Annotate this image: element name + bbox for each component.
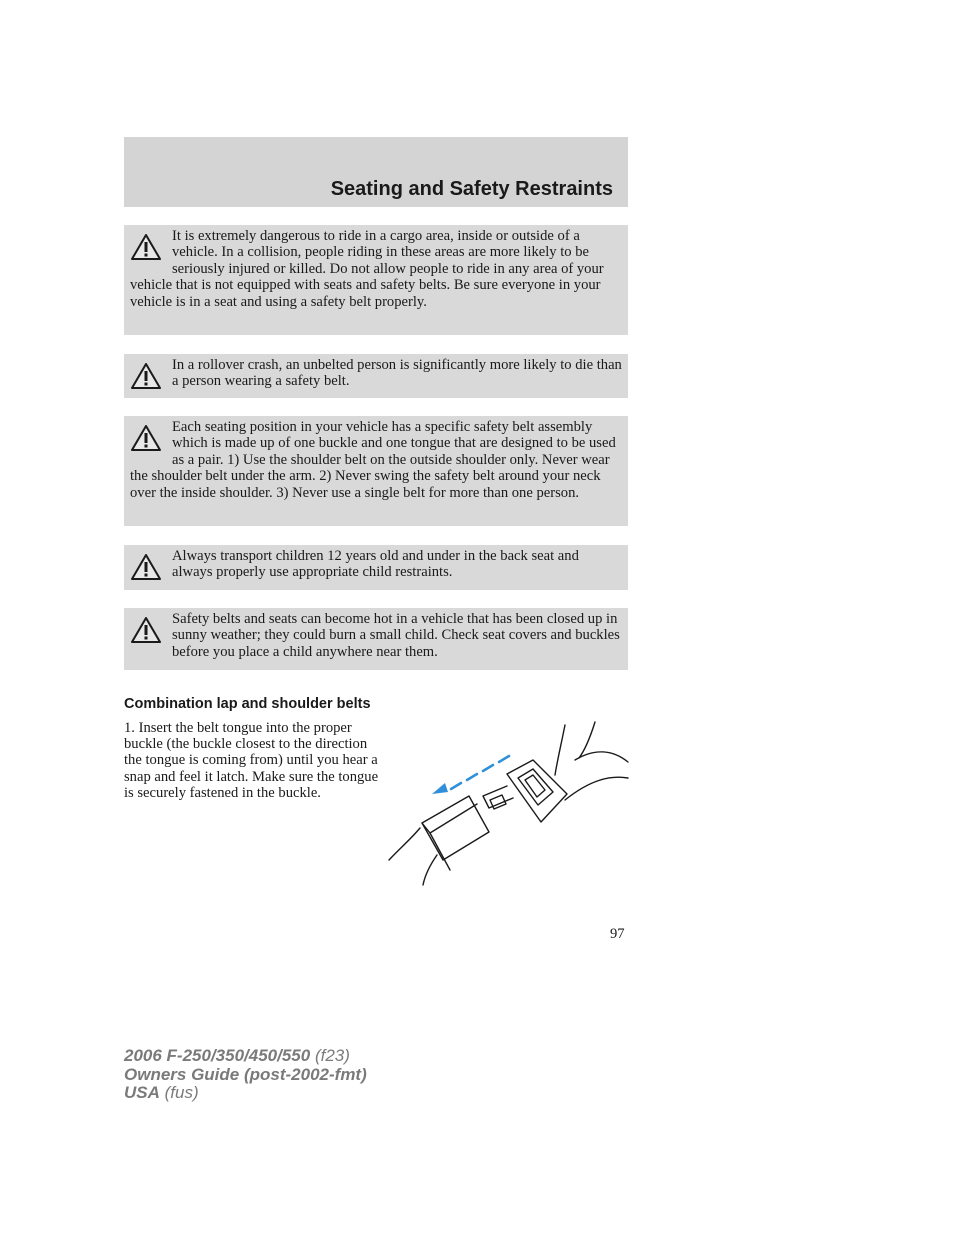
- document-footer: [124, 1047, 367, 1103]
- footer-line-3: USA (fus): [124, 1083, 199, 1102]
- warning-text: Each seating position in your vehicle has a specific safety belt assembly which is made up of one buckle and one tongue that are designed to be used as a pair. 1) Use the shoulder belt on the outside shoulder only. Never wear the shoulder belt under the arm. 2) Never swing the safety belt around your neck over the inside shoulder. 3) Never use a single belt for more than one person.: [130, 419, 616, 501]
- warning-triangle-icon: [130, 233, 162, 261]
- page-title: Seating and Safety Restraints: [330, 178, 613, 200]
- warning-box-seating-position: [124, 416, 628, 526]
- warning-text: In a rollover crash, an unbelted person is significantly more likely to die than a person wearing a safety belt.: [172, 357, 622, 390]
- warning-text: Safety belts and seats can become hot in a vehicle that has been closed up in sunny weather; they could burn a small child. Check seat covers and buckles before you place a child anywhere near them.: [172, 611, 620, 660]
- warning-triangle-icon: [130, 553, 162, 581]
- warning-box-children: [124, 545, 628, 590]
- section-heading: Combination lap and shoulder belts: [124, 696, 371, 712]
- section-header-band: [124, 137, 628, 207]
- warning-box-hot-seats: [124, 608, 628, 670]
- warning-triangle-icon: [130, 362, 162, 390]
- warning-box-rollover: [124, 354, 628, 398]
- instruction-step-1: 1. Insert the belt tongue into the proper buckle (the buckle closest to the direction the tongue is coming from) until you hear a snap and feel it latch. Make sure the tongue is securely fastened in the buckle.: [124, 720, 379, 801]
- page-number: 97: [610, 926, 625, 942]
- warning-text: It is extremely dangerous to ride in a cargo area, inside or outside of a vehicle. In a collision, people riding in these areas are more likely to be seriously injured or killed. Do not allow people to ride in any area of your vehicle that is not equipped with seats and safety belts. Be sure everyone in your vehicle is in a seat and using a safety belt properly.: [130, 228, 604, 310]
- warning-triangle-icon: [130, 616, 162, 644]
- arrow-head-icon: [432, 783, 448, 794]
- warning-triangle-icon: [130, 424, 162, 452]
- seatbelt-buckle-illustration: [385, 720, 630, 890]
- warning-text: Always transport children 12 years old and under in the back seat and always properly use appropriate child restraints.: [172, 548, 579, 581]
- footer-line-1: 2006 F-250/350/450/550 (f23): [124, 1046, 350, 1065]
- warning-box-cargo: [124, 225, 628, 335]
- footer-line-2: Owners Guide (post-2002-fmt): [124, 1064, 367, 1084]
